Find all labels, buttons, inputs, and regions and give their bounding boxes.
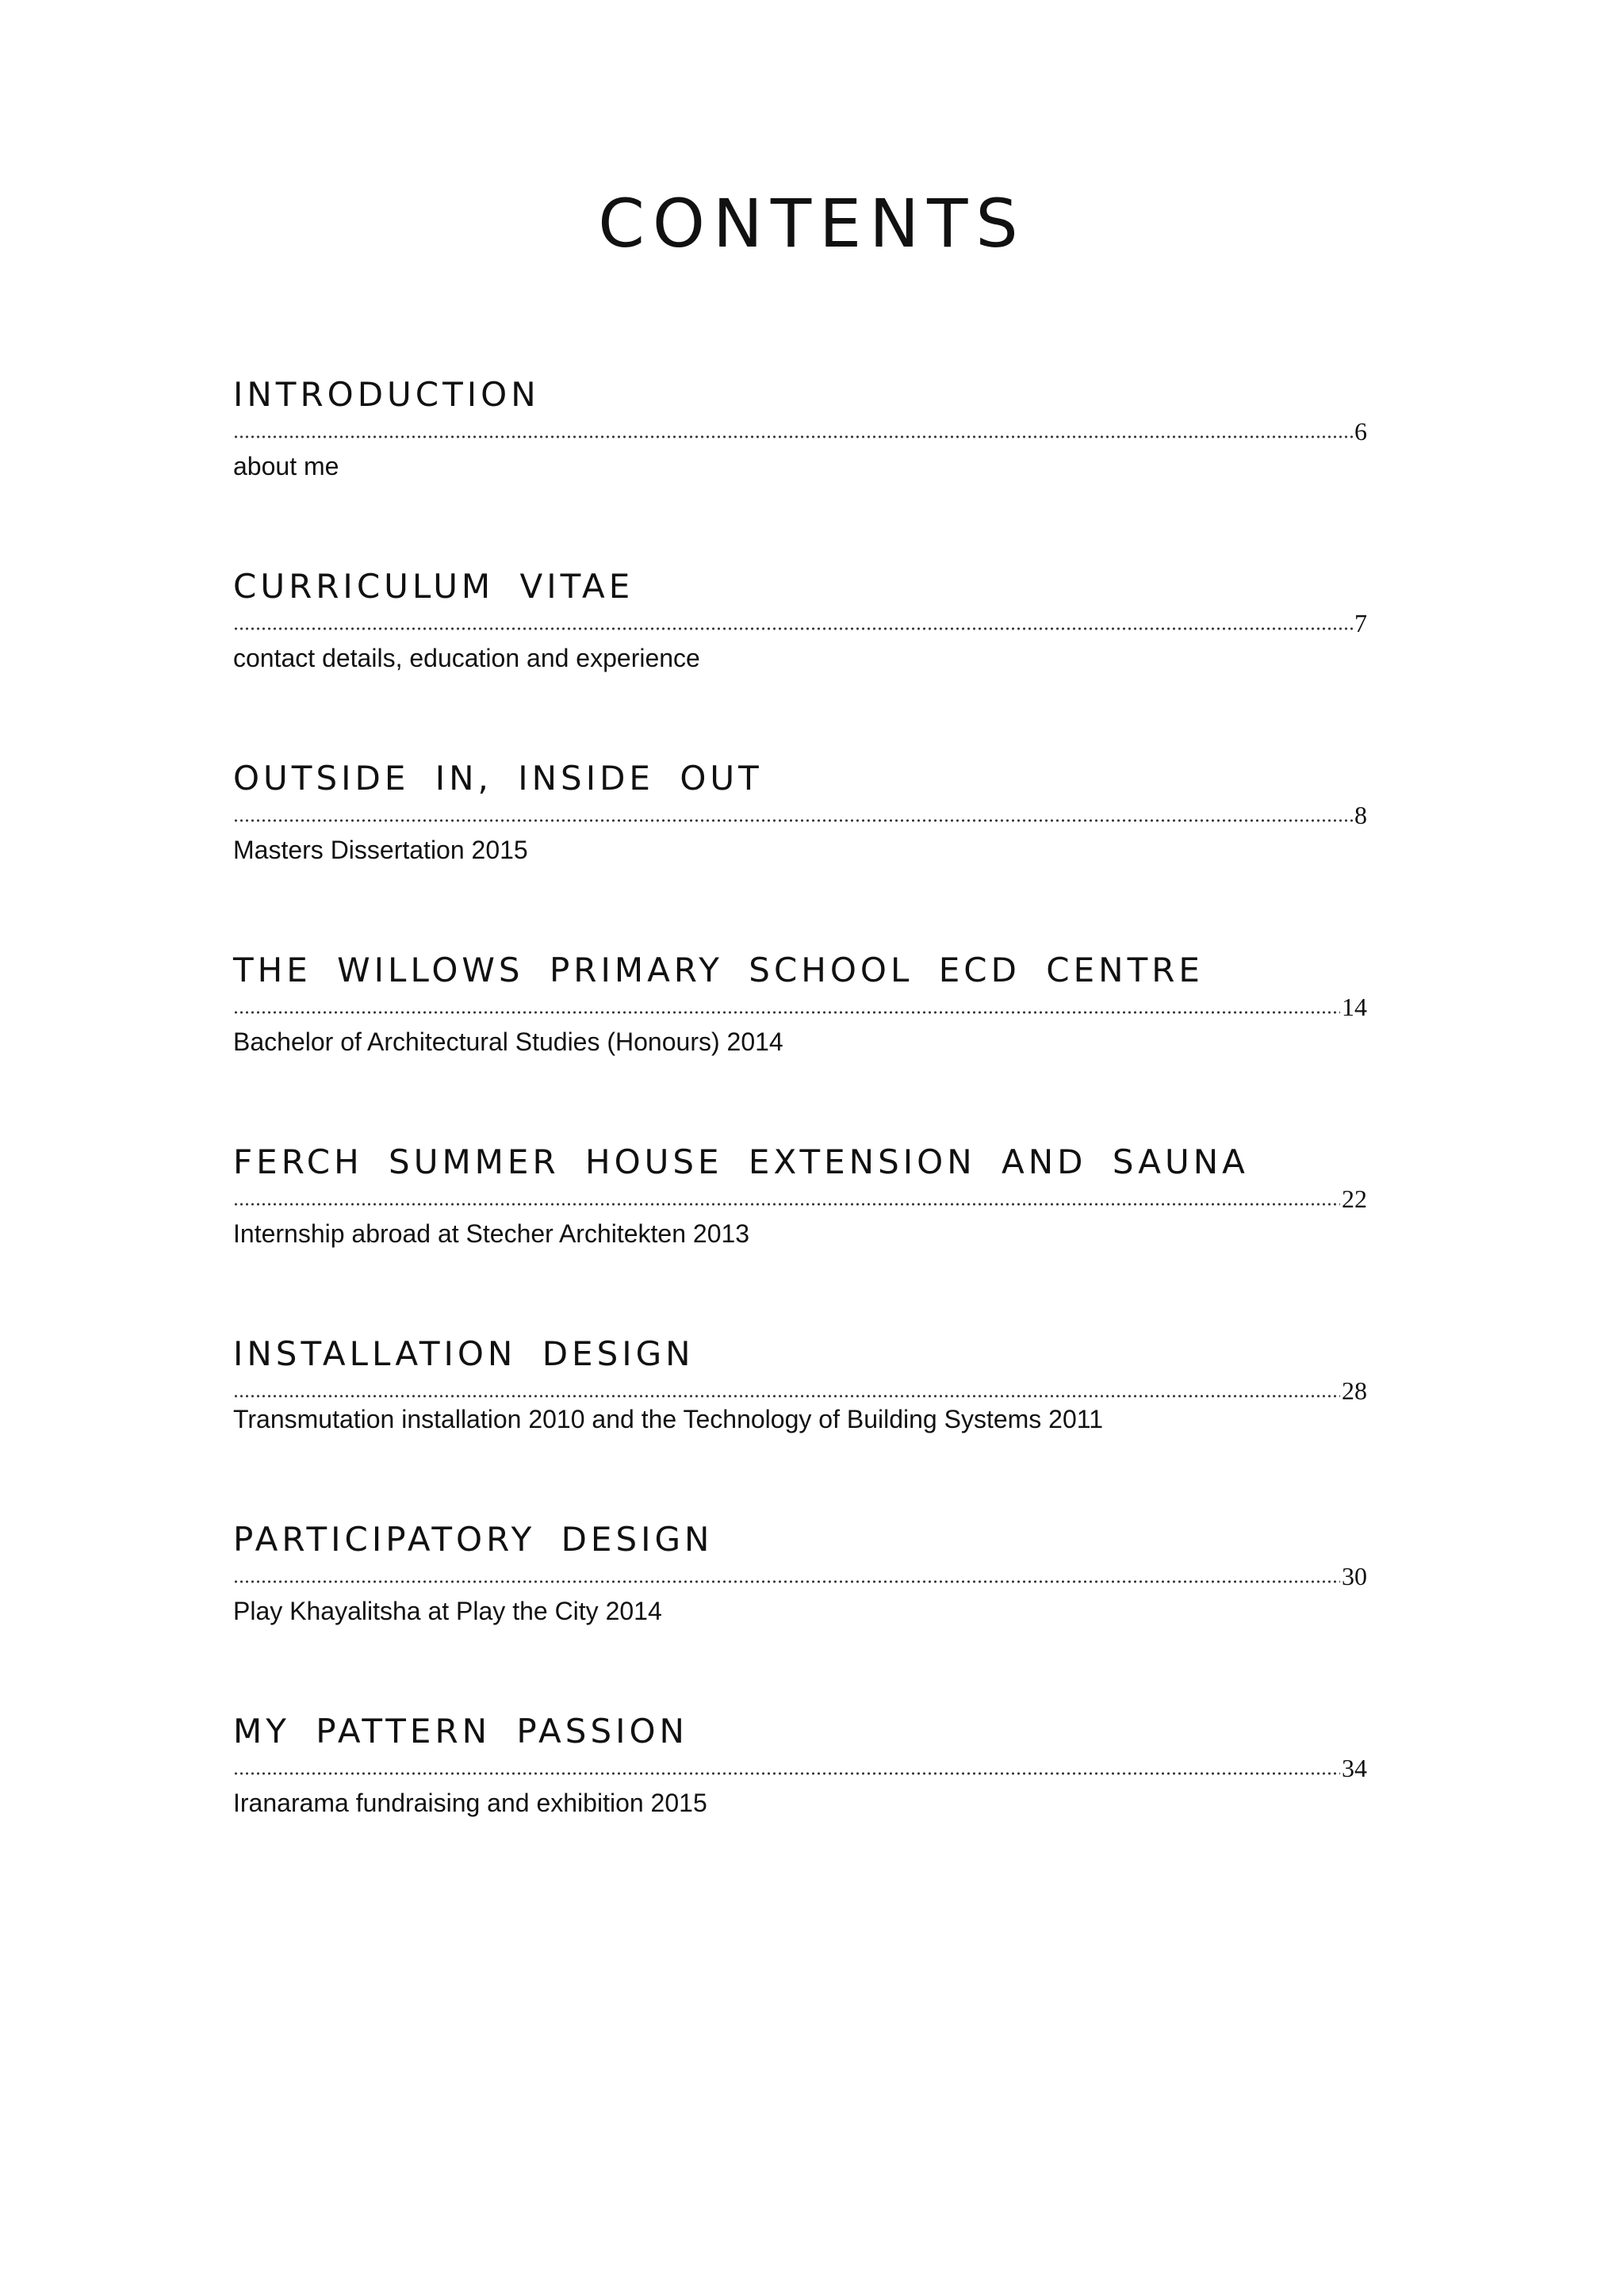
toc-entry-subtitle: contact details, education and experience [233, 644, 700, 672]
toc-entry-willows-primary-school[interactable] [233, 950, 1367, 1077]
toc-entry-introduction[interactable] [233, 374, 1367, 501]
toc-page-number: 14 [1342, 993, 1367, 1021]
dot-leader [233, 1010, 1340, 1015]
toc-leader-row [233, 414, 1367, 446]
toc-entry-outside-in-inside-out[interactable] [233, 758, 1367, 885]
toc-entry-ferch-summer-house[interactable] [233, 1142, 1367, 1269]
toc-leader-row [233, 1751, 1367, 1782]
toc-entry-title: MY PATTERN PASSION [233, 1712, 688, 1751]
toc-leader-row [233, 989, 1367, 1021]
toc-entry-subtitle: about me [233, 452, 339, 480]
toc-page-number: 8 [1354, 801, 1367, 829]
toc-entry-curriculum-vitae[interactable] [233, 566, 1367, 693]
toc-entry-title: CURRICULUM VITAE [233, 567, 634, 606]
toc-entry-participatory-design[interactable] [233, 1519, 1367, 1646]
toc-entry-title: OUTSIDE IN, INSIDE OUT [233, 759, 763, 798]
toc-page-number: 7 [1354, 609, 1367, 637]
dot-leader [233, 1771, 1340, 1776]
toc-page-number: 22 [1342, 1184, 1367, 1213]
toc-leader-row [233, 1373, 1367, 1405]
dot-leader [233, 1202, 1340, 1207]
toc-entry-installation-design[interactable] [233, 1334, 1367, 1460]
toc-entry-title: THE WILLOWS PRIMARY SCHOOL ECD CENTRE [233, 951, 1204, 989]
dot-leader [233, 1394, 1340, 1399]
toc-entry-title: INSTALLATION DESIGN [233, 1334, 695, 1373]
toc-page-number: 34 [1342, 1754, 1367, 1782]
toc-page-number: 6 [1354, 417, 1367, 446]
toc-entry-subtitle: Play Khayalitsha at Play the City 2014 [233, 1597, 662, 1625]
toc-entry-subtitle: Masters Dissertation 2015 [233, 836, 528, 864]
dot-leader [233, 626, 1353, 631]
toc-leader-row [233, 798, 1367, 829]
toc-leader-row [233, 1559, 1367, 1590]
toc-leader-row [233, 606, 1367, 637]
toc-entry-my-pattern-passion[interactable] [233, 1711, 1367, 1838]
dot-leader [233, 1579, 1340, 1584]
dot-leader [233, 818, 1353, 823]
toc-entry-subtitle: Bachelor of Architectural Studies (Honours) 2014 [233, 1027, 783, 1056]
toc-page-number: 28 [1342, 1376, 1367, 1405]
toc-page-number: 30 [1342, 1562, 1367, 1590]
toc-leader-row [233, 1181, 1367, 1213]
page-title: CONTENTS [598, 185, 1026, 262]
dot-leader [233, 434, 1353, 439]
toc-entry-subtitle: Internship abroad at Stecher Architekten 2013 [233, 1219, 750, 1248]
toc-entry-title: INTRODUCTION [233, 375, 540, 414]
toc-entry-title: PARTICIPATORY DESIGN [233, 1520, 714, 1559]
toc-entry-subtitle: Transmutation installation 2010 and the Technology of Building Systems 2011 [233, 1405, 1103, 1433]
toc-entry-title: FERCH SUMMER HOUSE EXTENSION AND SAUNA [233, 1142, 1249, 1181]
toc-entry-subtitle: Iranarama fundraising and exhibition 2015 [233, 1789, 707, 1817]
